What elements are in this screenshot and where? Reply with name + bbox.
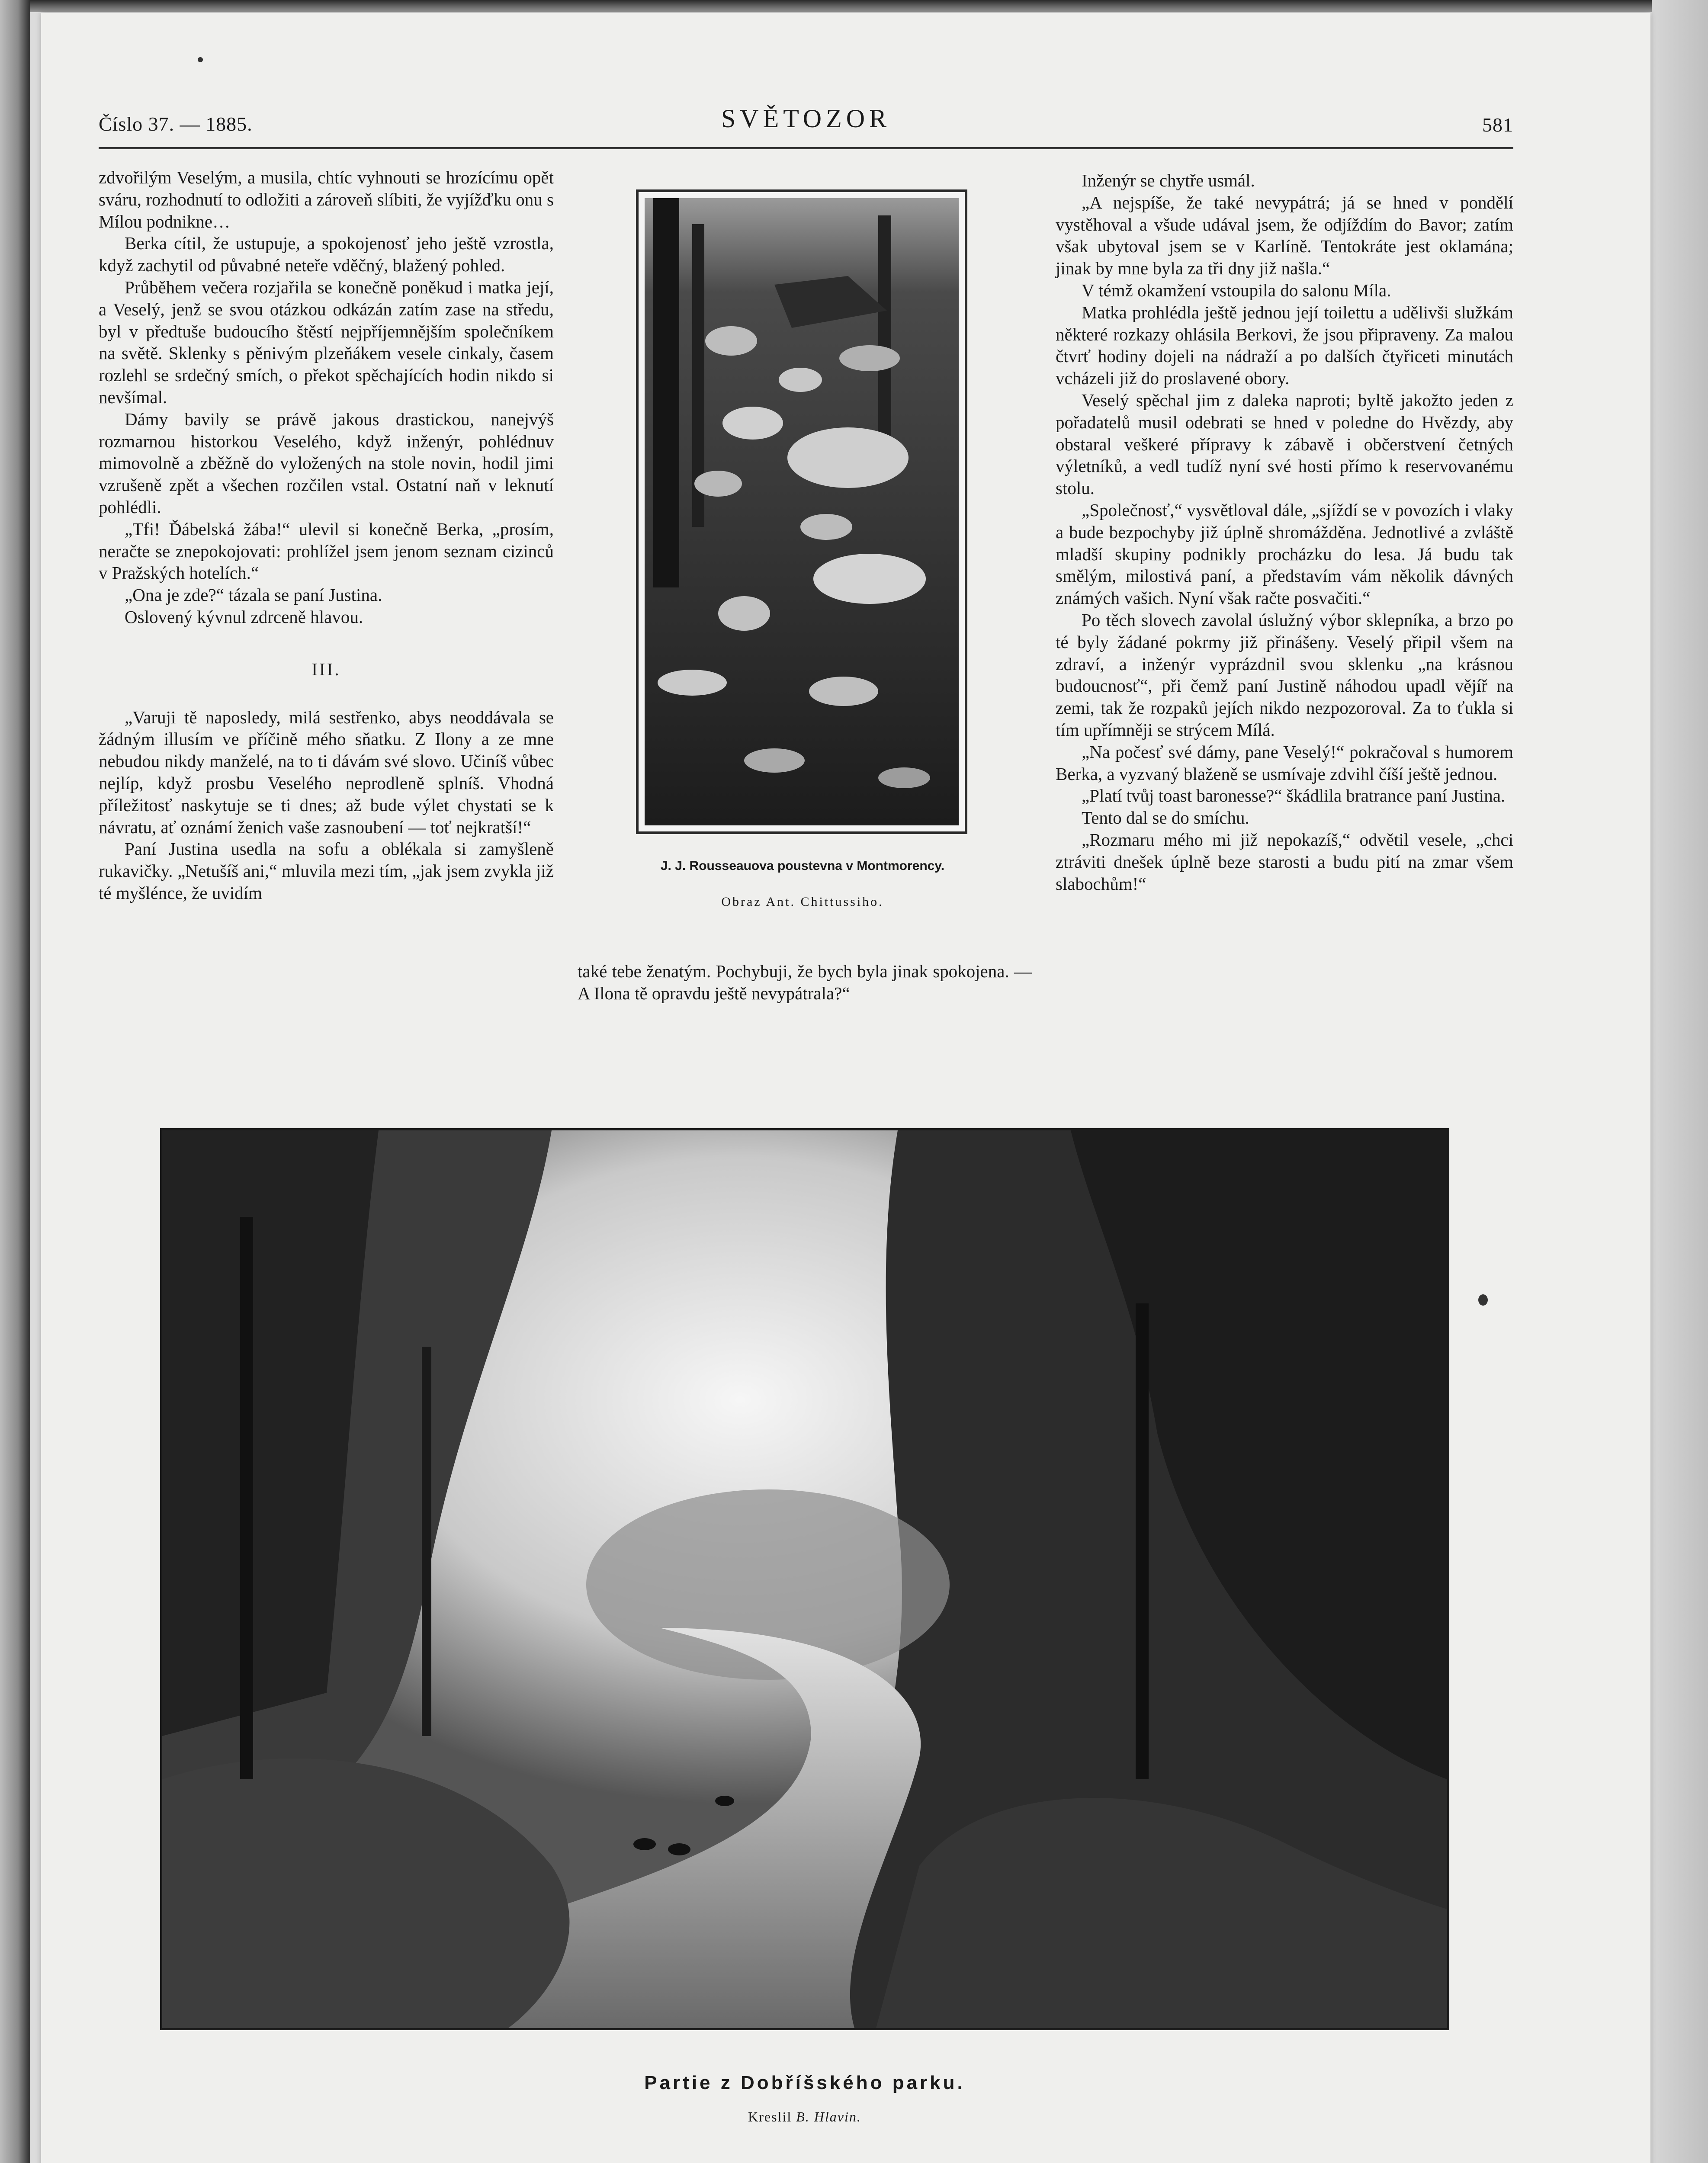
ink-speck xyxy=(1478,1294,1488,1306)
paragraph: Matka prohlédla ještě jednou její toilettu a udělivši služkám některé rozkazy ohlásila Berkovi, že jsou připraveny. Za malou čtvrť hodiny dojeli na nádraží a po dalších čtyřiceti minutách vcházeli již do proslavené obory. xyxy=(1056,302,1513,388)
scan-left-edge xyxy=(0,0,30,2163)
figure-dobris-park xyxy=(160,1128,1449,2030)
paragraph: také tebe ženatým. Pochybuji, že bych byla jinak spokojena. — A Ilona tě opravdu ještě nevypátrala?“ xyxy=(578,961,1032,1003)
paragraph: „Platí tvůj toast baronesse?“ škádlila bratrance paní Justina. xyxy=(1082,786,1506,806)
paragraph: Oslovený kývnul zdrceně hlavou. xyxy=(125,607,363,627)
paragraph: „Ona je zde?“ tázala se paní Justina. xyxy=(125,585,382,605)
text-column-1 xyxy=(99,167,554,904)
hermitage-engraving xyxy=(645,198,959,825)
paragraph: Tento dal se do smíchu. xyxy=(1082,808,1249,828)
park-engraving xyxy=(162,1130,1447,2028)
paragraph: „Tfi! Ďábelská žába!“ ulevil si konečně Berka, „prosím, neračte se znepokojovati: prohlížel jsem jenom seznam cizinců v Pražských hotelích.“ xyxy=(99,519,554,583)
paragraph: „Varuji tě naposledy, milá sestřenko, abys neoddávala se žádným illusím ve příčině mého sňatku. Z Ilony a ze mne nebudou nikdy manželé, na to ti dávám své slovo. Učiníš vůbec nejlíp, když prosbu Veselého neprodleně splníš. Vhodná příležitosť naskytuje se ti dnes; až bude výlet chystati se k návratu, ať oznámí ženich vaše zasnoubení — toť nejkratší!“ xyxy=(99,707,554,837)
figure-2-caption: Partie z Dobříšského parku. xyxy=(644,2072,965,2093)
credit-prefix: Kreslil xyxy=(748,2109,792,2124)
paragraph: „A nejspíše, že také nevypátrá; já se hned v pondělí vystěhoval a všude udával jsem, že odjíždím do Bavor; zatím však ubytoval jsem se v Karlíně. Tentokráte jest oklamána; jinak by mne byla za tři dny již našla.“ xyxy=(1056,192,1513,279)
paragraph: Průběhem večera rozjařila se konečně poněkud i matka její, a Veselý, jenž se svou otázkou odkázán zatím zase na středu, byl v předtuše budoucího štěstí nejpříjemnějším společníkem na světě. Sklenky s pěnivým plzeňákem vesele cinkaly, časem rozlehl se srdečný smích, o překot spěchajících hodin nikdo si nevšímal. xyxy=(99,277,554,407)
paragraph: Veselý spěchal jim z daleka naproti; byltě jakožto jeden z pořadatelů musil odebrati se hned v poledne do Hvězdy, aby obstaral veškeré přípravy k zábavě i občerstvení četných výletníků, a vedl tudíž nyní své hosti přímo k reservovanému stolu. xyxy=(1056,390,1513,498)
page-header xyxy=(99,104,1513,143)
paragraph: „Rozmaru mého mi již nepokazíš,“ odvětil vesele, „chci ztráviti dnešek úplně beze starosti a budu pití na zmar všem slabochům!“ xyxy=(1056,829,1513,894)
section-heading: III. xyxy=(311,659,341,679)
figure-2-credit xyxy=(160,2109,1449,2125)
text-column-2 xyxy=(578,960,1032,1004)
figure-1-caption: J. J. Rousseauova poustevna v Montmorency. xyxy=(660,859,945,873)
paragraph: Paní Justina usedla na sofu a oblékala si zamyšleně rukavičky. „Netušíš ani,“ mluvila mezi tím, „jak jsem zvykla již té myšlénce, že uvidím xyxy=(99,839,554,903)
ink-speck xyxy=(198,57,203,62)
paragraph: zdvořilým Veselým, a musila, chtíc vyhnouti se hrozícímu opět sváru, rozhodnutí to odložiti a zároveň slíbiti, že vyjížďku onu s Mílou podnikne… xyxy=(99,167,554,231)
page-number: 581 xyxy=(1482,114,1513,136)
paragraph: Po těch slovech zavolal úslužný výbor sklepníka, a brzo po té byly žádané pokrmy již přinášeny. Veselý připil všem na zdraví, a inženýr vyprázdnil svou sklenku „na krásnou budoucnosť“, při čemž paní Justině náhodou upadl vějíř na zemi, tak že rozpaků jejích nikdo nezpozoroval. Za to ťukla si tím upřímněji se strýcem Mílá. xyxy=(1056,610,1513,740)
magazine-title: SVĚTOZOR xyxy=(721,104,891,133)
paragraph: V témž okamžení vstoupila do salonu Míla. xyxy=(1082,280,1391,300)
paragraph: Dámy bavily se právě jakous drastickou, nanejvýš rozmarnou historkou Veselého, když inženýr, pohlédnuv mimovolně a zběžně do vyložených na stole novin, hodil jimi vzrušeně zpět a všechen rozčilen vstal. Ostatní naň v leknutí pohlédli. xyxy=(99,409,554,517)
scan-right-edge xyxy=(1652,0,1708,2163)
header-rule xyxy=(99,147,1513,149)
issue-label: Číslo 37. — 1885. xyxy=(99,113,253,135)
figure-1-credit: Obraz Ant. Chittussiho. xyxy=(721,895,884,909)
paragraph: „Společnosť,“ vysvětloval dále, „sjíždí se v povozích i vlaky a bude bezpochyby již úplně shromážděna. Jednotlivé a zvláště mladší skupiny podnikly procházku do lesa. Já budu tak smělým, milostivá paní, a představím vám několik dávných známých vašich. Nyní však račte posvačiti.“ xyxy=(1056,500,1513,608)
paragraph: Berka cítil, že ustupuje, a spokojenosť jeho ještě vzrostla, když zachytil od půvabné neteře vděčný, blažený pohled. xyxy=(99,233,554,276)
text-column-3 xyxy=(1056,170,1513,895)
credit-name: B. Hlavin. xyxy=(796,2109,861,2124)
scan-top-edge xyxy=(0,0,1708,12)
figure-rousseau-hermitage xyxy=(636,189,967,834)
paragraph: Inženýr se chytře usmál. xyxy=(1082,170,1255,190)
paragraph: „Na počesť své dámy, pane Veselý!“ pokračoval s humorem Berka, a vyzvaný blaženě se usmívaje zdvihl číší ještě jednou. xyxy=(1056,741,1513,784)
